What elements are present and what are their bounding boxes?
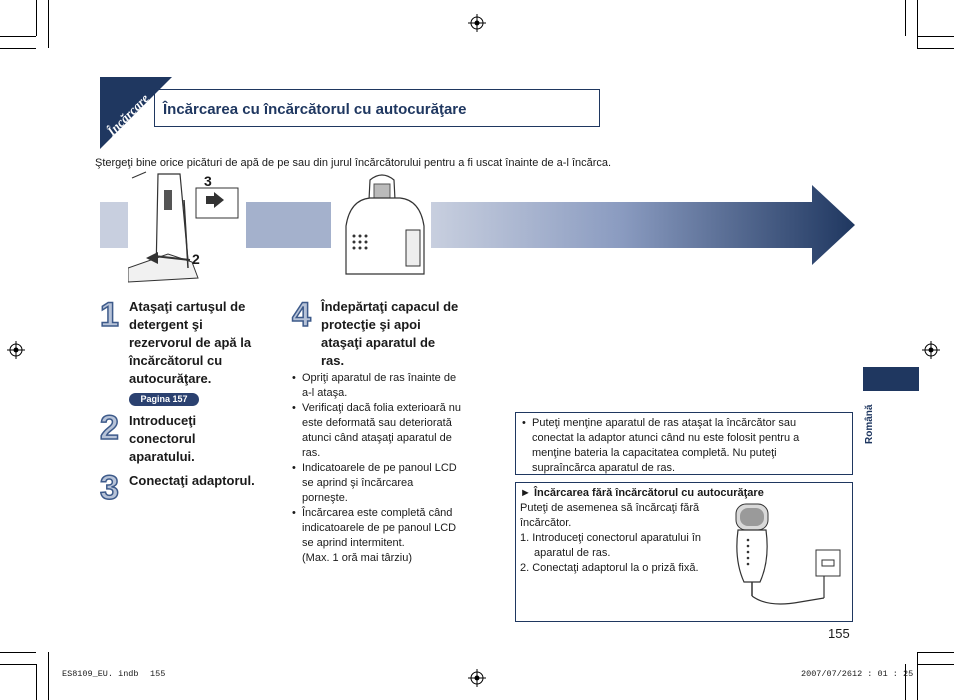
bullet-line: • Încărcarea este completă când — [302, 507, 453, 519]
bullet-line: este deformată sau deteriorată — [302, 417, 452, 429]
crop-mark — [0, 36, 36, 37]
crop-mark — [917, 652, 918, 700]
figure-label-3: 3 — [204, 173, 212, 189]
footer-file: ES8109_EU. indb — [62, 669, 139, 679]
note-box-maintain-charge — [515, 412, 853, 475]
bullet-line: a-l ataşa. — [302, 387, 348, 399]
shaver-in-charger-illustration — [340, 170, 430, 280]
note-line: • Puteţi menţine aparatul de ras ataşat la încărcător sau — [532, 417, 797, 429]
crop-mark — [917, 652, 954, 653]
crop-mark — [0, 664, 36, 665]
step-2-text — [129, 412, 196, 466]
bullet-item — [291, 506, 487, 566]
note-line: 1. Introduceţi conectorul aparatului în — [520, 532, 702, 544]
bullet-line: • Opriţi aparatul de ras înainte de — [302, 372, 457, 384]
note-heading: ► Încărcarea fără încărcătorul cu autocurăţare — [520, 487, 764, 499]
step-line: Conectaţi adaptorul. — [129, 473, 255, 488]
crop-mark — [905, 0, 906, 36]
bullet-line: se aprind şi încărcarea — [302, 477, 414, 489]
step-line: Ataşaţi cartuşul de — [129, 299, 246, 314]
bullet-item — [291, 401, 487, 461]
step-4-text — [321, 298, 458, 370]
note-line: Puteţi de asemenea să încărcaţi fără — [520, 502, 700, 514]
registration-mark-icon — [468, 14, 486, 32]
crop-mark — [0, 652, 36, 653]
bullet-line: • Indicatoarele de pe panoul LCD — [302, 462, 457, 474]
footer-date: 2007/07/26 — [801, 669, 853, 679]
section-tab-label: Încărcare — [104, 90, 152, 139]
page-reference-badge[interactable]: Pagina 157 — [129, 393, 199, 406]
crop-mark — [917, 664, 954, 665]
footer-time: 12 : 01 : 25 — [852, 669, 914, 679]
step-4-number: 4 — [292, 296, 311, 334]
crop-mark — [917, 36, 954, 37]
crop-mark — [36, 0, 37, 36]
bullet-line: ras. — [302, 447, 321, 459]
bullet-line: atunci când ataşaţi aparatul de — [302, 432, 452, 444]
shaver-adaptor-illustration — [728, 500, 846, 614]
note-line: supraîncărca aparatul de ras. — [532, 462, 676, 474]
step-line: conectorul — [129, 431, 196, 446]
crop-mark — [48, 652, 49, 700]
step-line: ataşaţi aparatul de — [321, 335, 436, 350]
page-title: Încărcarea cu încărcătorul cu autocurăţare — [163, 101, 467, 118]
registration-mark-icon — [7, 341, 25, 359]
bullet-line: indicatoarele de pe panoul LCD — [302, 522, 457, 534]
note-line: aparatul de ras. — [534, 547, 611, 559]
step-3-text — [129, 472, 255, 490]
note-line: 2. Conectaţi adaptorul la o priză fixă. — [520, 562, 699, 574]
note-line: încărcător. — [520, 517, 572, 529]
bullet-item — [291, 461, 487, 506]
step-line: aparatului. — [129, 449, 195, 464]
page-number: 155 — [828, 626, 850, 641]
step-4-bullets — [291, 371, 487, 566]
figure-label-2: 2 — [192, 251, 200, 267]
bullet-line: porneşte. — [302, 492, 348, 504]
crop-mark — [917, 0, 918, 48]
registration-mark-icon — [468, 669, 486, 687]
bullet-line: • Verificaţi dacă folia exterioară nu — [302, 402, 461, 414]
step-1-text — [129, 298, 251, 388]
step-line: detergent şi — [129, 317, 203, 332]
crop-mark — [0, 48, 36, 49]
step-3-number: 3 — [100, 469, 119, 507]
step-2-number: 2 — [100, 409, 119, 447]
step-line: Îndepărtaţi capacul de — [321, 299, 459, 314]
step-line: ras. — [321, 353, 345, 368]
registration-mark-icon — [922, 341, 940, 359]
step-line: încărcătorul cu — [129, 353, 223, 368]
crop-mark — [917, 48, 954, 49]
charger-connector-illustration — [128, 170, 244, 284]
bullet-line: se aprind intermitent. — [302, 537, 405, 549]
step-line: autocurăţare. — [129, 371, 212, 386]
language-tab — [863, 367, 919, 391]
step-line: protecţie şi apoi — [321, 317, 421, 332]
note-bullet — [522, 416, 846, 476]
step-line: rezervorul de apă la — [129, 335, 252, 350]
bullet-line: (Max. 1 oră mai târziu) — [302, 552, 413, 564]
step-1-number: 1 — [100, 296, 119, 334]
crop-mark — [48, 0, 49, 48]
language-label: Română — [864, 404, 875, 444]
crop-mark — [36, 664, 37, 700]
step-line: Introduceţi — [129, 413, 197, 428]
note-line: conectat la adaptor atunci când nu este folosit pentru a — [532, 432, 800, 444]
note-line: menţine bateria la capacitatea completă. Nu puteţi — [532, 447, 777, 459]
footer-file-page: 155 — [150, 669, 166, 679]
bullet-item — [291, 371, 487, 401]
intro-text: Ştergeţi bine orice picături de apă de pe sau din jurul încărcătorului pentru a fi uscat înainte de a-l încărca. — [95, 157, 612, 169]
